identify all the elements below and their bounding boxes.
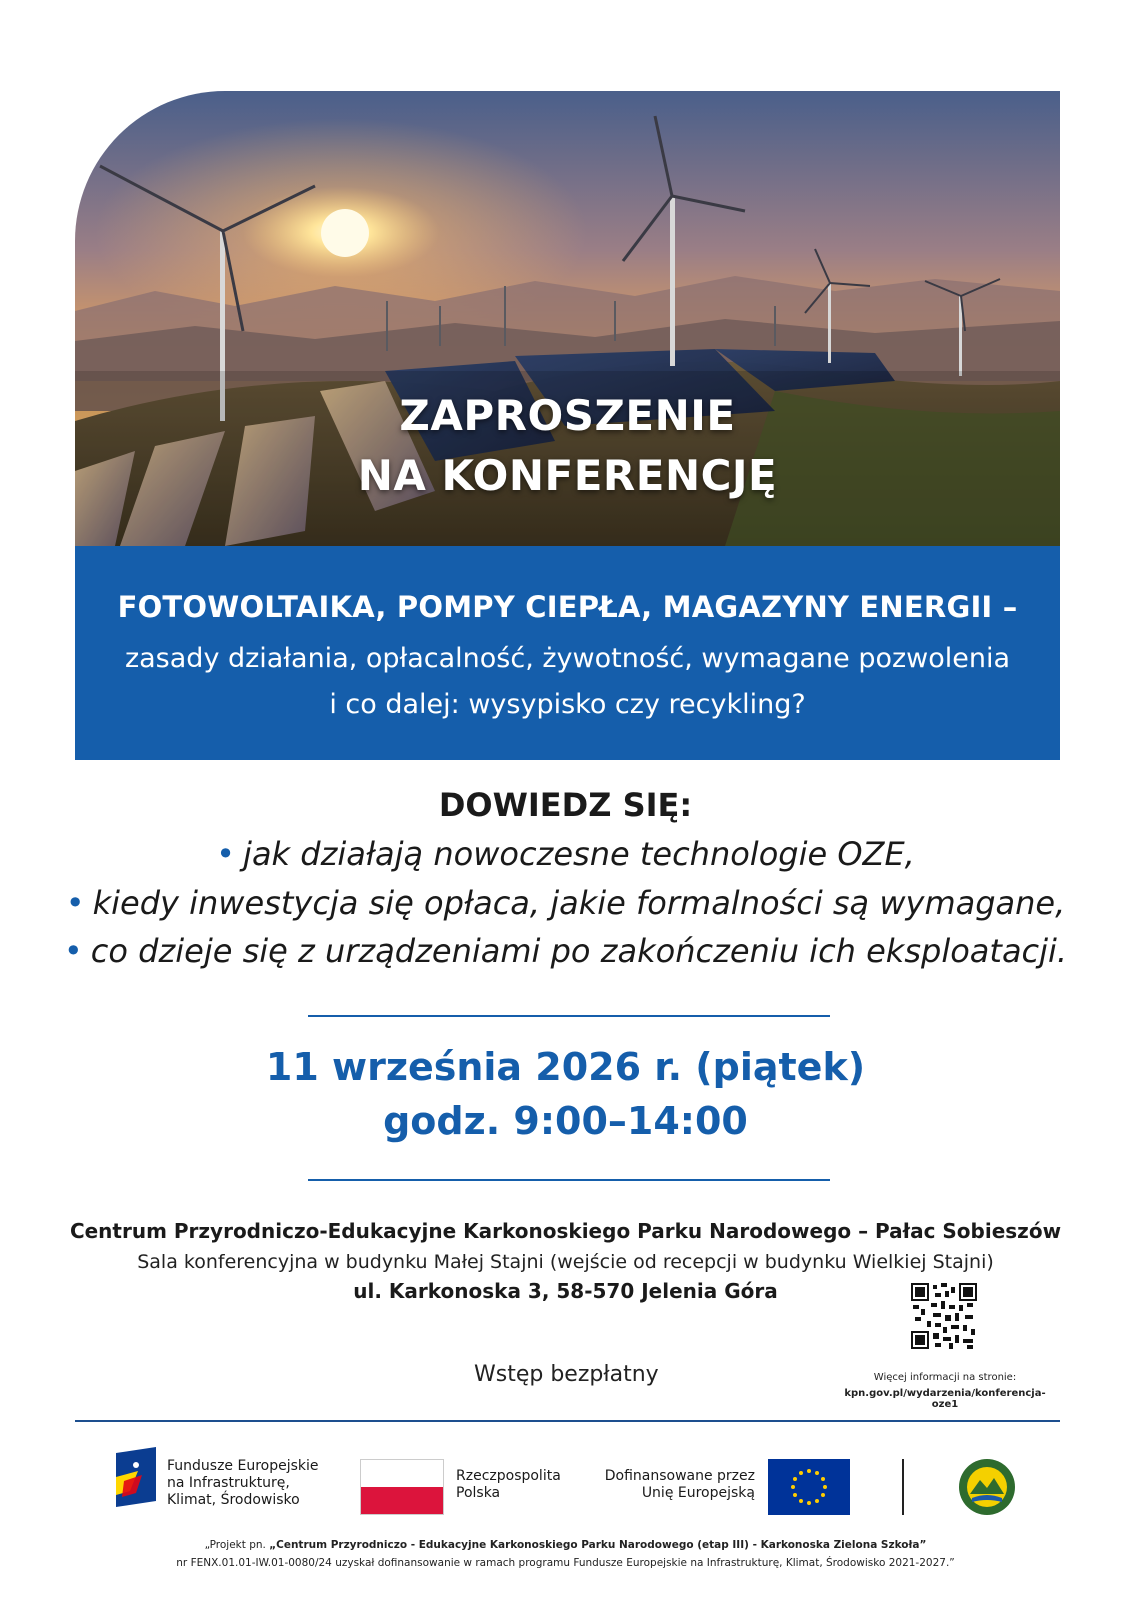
conference-topic-subtitle-line1: zasady działania, opłacalność, żywotność, wymagane pozwolenia xyxy=(124,643,1011,674)
qr-code-icon xyxy=(911,1283,977,1349)
qr-code[interactable] xyxy=(911,1283,977,1349)
fe-logo-text xyxy=(167,1458,319,1509)
conference-topic-band xyxy=(75,546,1060,760)
admission-note: Wstęp bezpłatny xyxy=(474,1362,659,1387)
hero-title-line1: ZAPROSZENIE xyxy=(399,391,736,440)
bullet-icon: • xyxy=(65,884,85,922)
fe-logo-line: na Infrastrukturę, xyxy=(167,1475,290,1491)
rp-logo-line: Rzeczpospolita xyxy=(456,1468,561,1484)
fe-logo-icon xyxy=(116,1447,156,1507)
conference-topic-headline: FOTOWOLTAIKA, POMPY CIEPŁA, MAGAZYNY ENERGII – xyxy=(117,590,1018,624)
footer-divider xyxy=(75,1420,1060,1422)
divider-line xyxy=(308,1179,830,1181)
event-time: godz. 9:00–14:00 xyxy=(383,1099,748,1143)
fe-logo-line: Fundusze Europejskie xyxy=(167,1458,319,1474)
poland-flag-icon xyxy=(360,1459,444,1515)
fe-logo-line: Klimat, Środowisko xyxy=(167,1492,300,1508)
bullet-icon: • xyxy=(63,932,83,970)
learn-list-item xyxy=(0,835,1131,873)
learn-item-text: kiedy inwestycja się opłaca, jakie formalności są wymagane, xyxy=(92,884,1066,922)
rp-logo-line: Polska xyxy=(456,1485,501,1501)
learn-list-item xyxy=(0,932,1131,970)
venue-address: ul. Karkonoska 3, 58-570 Jelenia Góra xyxy=(353,1279,778,1303)
event-date: 11 września 2026 r. (piątek) xyxy=(265,1045,866,1089)
hero-image xyxy=(75,91,1060,546)
ue-logo-line: Dofinansowane przez xyxy=(604,1468,755,1484)
logo-separator xyxy=(902,1459,904,1515)
rp-logo-text xyxy=(456,1468,561,1502)
project-footnote-line2: nr FENX.01.01-IW.01-0080/24 uzyskał dofinansowanie w ramach programu Fundusze Europejskie na Infrastrukturę, Klimat, Środowisko 2021-2027.” xyxy=(176,1557,955,1569)
learn-item-text: co dzieje się z urządzeniami po zakończeniu ich eksploatacji. xyxy=(90,932,1068,970)
more-info-link[interactable]: kpn.gov.pl/wydarzenia/konferencja-oze1 xyxy=(844,1388,1046,1410)
footnote-project-name: „Centrum Przyrodniczo - Edukacyjne Karkonoskiego Parku Narodowego (etap III) - Karkonoska Zielona Szkoła” xyxy=(269,1539,927,1551)
eu-flag-icon xyxy=(768,1459,850,1515)
venue-name: Centrum Przyrodniczo-Edukacyjne Karkonoskiego Parku Narodowego – Pałac Sobieszów xyxy=(69,1219,1062,1243)
kpn-emblem-icon xyxy=(958,1458,1016,1516)
divider-line xyxy=(308,1015,830,1017)
learn-heading: DOWIEDZ SIĘ: xyxy=(438,786,693,824)
bullet-icon: • xyxy=(216,835,236,873)
footnote-prefix: „Projekt pn. xyxy=(204,1539,270,1551)
project-footnote-line1 xyxy=(0,1539,1131,1551)
ue-logo-text xyxy=(590,1468,755,1502)
hero-title-line2: NA KONFERENCJĘ xyxy=(357,451,778,500)
learn-item-text: jak działają nowoczesne technologie OZE, xyxy=(243,835,915,873)
ue-logo-line: Unię Europejską xyxy=(641,1485,755,1501)
learn-list-item xyxy=(0,884,1131,922)
venue-hall: Sala konferencyjna w budynku Małej Stajni (wejście od recepcji w budynku Wielkiej Stajni) xyxy=(137,1251,994,1273)
conference-topic-subtitle-line2: i co dalej: wysypisko czy recykling? xyxy=(329,689,806,720)
more-info-label: Więcej informacji na stronie: xyxy=(873,1372,1017,1383)
